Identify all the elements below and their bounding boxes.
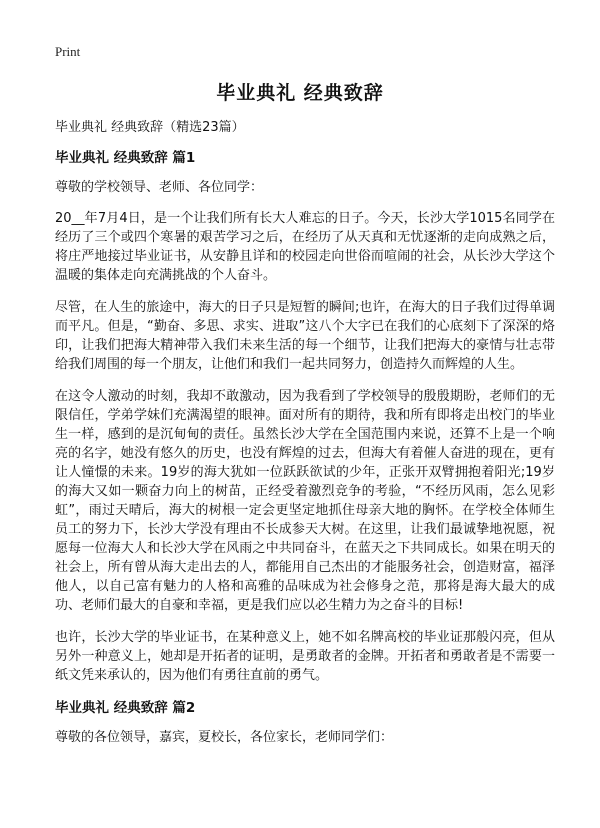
print-link[interactable]: Print (55, 44, 81, 59)
section-1 (55, 148, 555, 685)
section-2 (55, 698, 555, 748)
paragraph: 20__年7月4日，是一个让我们所有长大人难忘的日子。今天，长沙大学1015名同学在经历了三个或四个寒暑的艰苦学习之后，在经历了从天真和无忧逐渐的走向成熟之后，将庄严地接过毕业证书，从安静且详和的校园走向世俗而喧闹的社会，从长沙大学这个温暖的集体走向充满挑战的个人奋斗。 (55, 211, 555, 283)
paragraph: 尽管，在人生的旅途中，海大的日子只是短暂的瞬间;也许，在海大的日子我们过得单调而平凡。但是，“勤奋、多思、求实、进取”这八个大字已在我们的心底刻下了深深的烙印，让我们把海大精神带入我们未来生活的每一个细节，让我们把海大的豪情与壮志带给我们周围的每一个朋友，让他们和我们一起共同努力，创造持久而辉煌的人生。 (55, 300, 555, 372)
section-heading: 毕业典礼 经典致辞 篇1 (55, 150, 196, 166)
document-subtitle: 毕业典礼 经典致辞（精选23篇） (55, 120, 245, 135)
page-title: 毕业典礼 经典致辞 (216, 82, 384, 104)
document-body (55, 118, 555, 759)
paragraph: 也许，长沙大学的毕业证书，在某种意义上，她不如名牌高校的毕业证那般闪亮，但从另外一种意义上，她却是开拓者的证明，是勇敢者的金牌。开拓者和勇敢者是不需要一纸文凭来承认的，因为他们有勇往直前的勇气。 (55, 630, 555, 683)
section-heading: 毕业典礼 经典致辞 篇2 (55, 700, 196, 716)
greeting: 尊敬的学校领导、老师、各位同学： (55, 180, 264, 195)
paragraph: 在这令人激动的时刻，我却不敢激动，因为我看到了学校领导的殷殷期盼，老师们的无限信任，学弟学妹们充满渴望的眼神。面对所有的期待，我和所有即将走出校门的毕业生一样，感到的是沉甸甸的责任。虽然长沙大学在全国范围内来说，还算不上是一个响亮的名字，她没有悠久的历史，也没有辉煌的过去，但海大有着催人奋进的现在，更有让人憧憬的未来。19岁的海大犹如一位跃跃欲试的少年，正张开双臂拥抱着阳光;19岁的海大又如一颗奋力向上的树苗，正经受着激烈竞争的考验，“不经历风雨，怎么见彩虹”，雨过天晴后，海大的树根一定会更坚定地抓住母亲大地的胸怀。在学校全体师生员工的努力下，长沙大学没有理由不长成参天大树。在这里，让我们最诚挚地祝愿，祝愿每一位海大人和长沙大学在风雨之中共同奋斗，在蓝天之下共同成长。如果在明天的社会上，所有曾从海大走出去的人，都能用自己杰出的才能服务社会，创造财富，福泽他人，以自己富有魅力的人格和高雅的品味成为社会修身之范，那将是海大最大的成功、老师们最大的自豪和幸福，更是我们应以必生精力为之奋斗的目标! (55, 389, 555, 613)
greeting: 尊敬的各位领导，嘉宾，夏校长，各位家长，老师同学们： (55, 730, 394, 745)
